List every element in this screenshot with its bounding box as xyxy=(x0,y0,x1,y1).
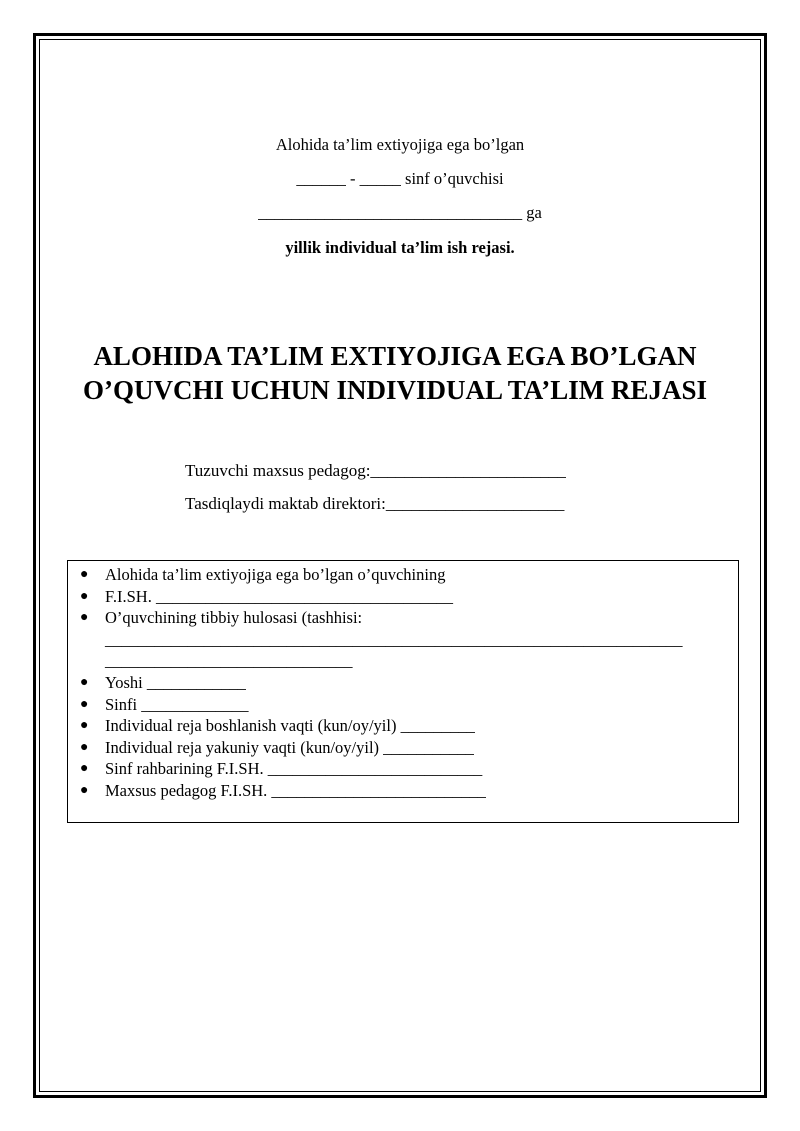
info-list-item xyxy=(80,586,730,608)
info-item-text: O’quvchining tibbiy hulosasi (tashhisi: xyxy=(105,608,363,628)
info-item-text: F.I.SH. ____________________________________ xyxy=(105,586,453,606)
info-list-item xyxy=(80,758,730,780)
info-list-item xyxy=(80,780,730,802)
info-list-item xyxy=(80,737,730,759)
info-list-item xyxy=(80,607,730,672)
bullet-icon: ● xyxy=(80,696,89,712)
header-line-3: ________________________________ ga xyxy=(258,203,542,222)
info-item-text: Alohida ta’lim extiyojiga ega bo’lgan o’quvchining xyxy=(105,565,446,584)
bullet-icon: ● xyxy=(80,739,89,755)
bullet-icon: ● xyxy=(80,718,89,734)
student-info-box xyxy=(67,560,739,823)
info-item-text: Yoshi ____________ xyxy=(105,672,246,692)
info-list-item xyxy=(80,672,730,694)
header-line-1: Alohida ta’lim extiyojiga ega bo’lgan xyxy=(275,135,525,154)
bullet-icon: ● xyxy=(80,567,89,582)
header-line-4: yillik individual ta’lim ish rejasi. xyxy=(285,238,515,257)
bullet-icon: ● xyxy=(80,674,89,690)
info-item-text: ______________________________________________________________________ xyxy=(105,629,683,649)
document-title: ALOHIDA TA’LIM EXTIYOJIGA EGA BO’LGAN O’QUVCHI UCHUN INDIVIDUAL TA’LIM REJASI xyxy=(82,341,708,405)
bullet-icon: ● xyxy=(80,610,89,626)
info-item-text: Individual reja yakuniy vaqti (kun/oy/yil) ___________ xyxy=(105,737,474,757)
header-line-2: ______ - _____ sinf o’quvchisi xyxy=(296,169,504,188)
compiler-signature-line: Tuzuvchi maxsus pedagog:_______________________ xyxy=(185,461,566,480)
info-list-item xyxy=(80,715,730,737)
info-item-text: Maxsus pedagog F.I.SH. __________________________ xyxy=(105,780,486,800)
info-list-item xyxy=(80,694,730,716)
info-item-text: Sinf rahbarining F.I.SH. __________________________ xyxy=(105,759,483,779)
info-list-item xyxy=(80,564,730,586)
info-item-text: ______________________________ xyxy=(105,651,353,671)
bullet-icon: ● xyxy=(80,782,89,798)
info-item-text: Individual reja boshlanish vaqti (kun/oy/yil) _________ xyxy=(105,716,475,736)
bullet-icon: ● xyxy=(80,588,89,604)
info-item-text: Sinfi _____________ xyxy=(105,694,249,714)
approver-signature-line: Tasdiqlaydi maktab direktori:_____________________ xyxy=(185,494,565,513)
student-info-list xyxy=(80,564,730,802)
bullet-icon: ● xyxy=(80,761,89,777)
